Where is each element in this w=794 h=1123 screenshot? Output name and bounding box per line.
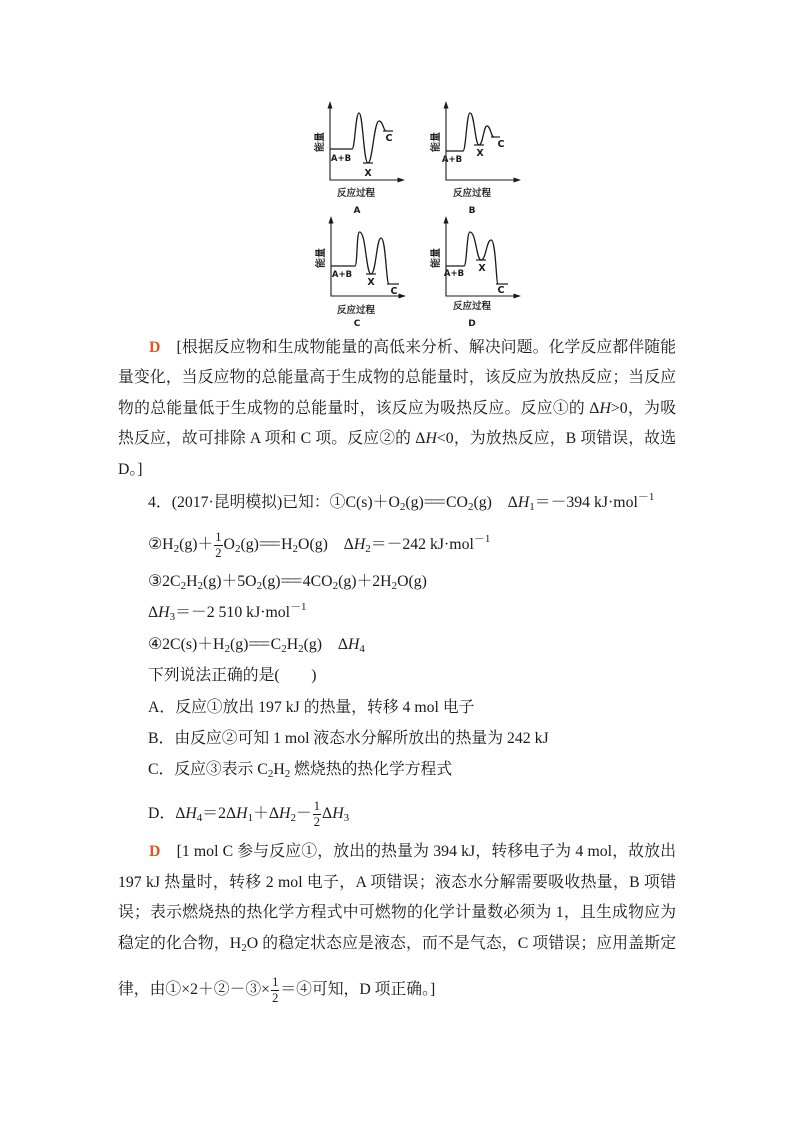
text-run: <0，为放热反应，B 项错误，故选 bbox=[436, 430, 677, 447]
text-run: CO bbox=[446, 494, 468, 511]
text-run: 稳定的化合物，H bbox=[118, 935, 242, 952]
product-label: C bbox=[497, 285, 505, 296]
intermediate-label: X bbox=[364, 168, 372, 179]
subscript: 2 bbox=[234, 543, 241, 556]
text-run: H bbox=[273, 761, 285, 778]
subscript: 2 bbox=[365, 543, 371, 556]
reactant-label: A+B bbox=[331, 270, 353, 280]
text-run: (g) bbox=[240, 536, 259, 554]
text-run: (g)＋5O bbox=[203, 573, 257, 590]
y-axis-label: 能量 bbox=[316, 248, 327, 268]
answer-2-line-4 bbox=[118, 933, 676, 955]
subscript: 2 bbox=[281, 643, 287, 655]
equation-4 bbox=[148, 634, 708, 656]
y-axis-arrow bbox=[328, 101, 333, 109]
subscript: 2 bbox=[180, 580, 187, 592]
text-run: 燃烧热的热化学方程式 bbox=[290, 761, 453, 778]
text-run: (g)＋ bbox=[179, 536, 214, 554]
equation-2 bbox=[148, 530, 708, 560]
fraction bbox=[271, 976, 279, 1005]
question-4-stem bbox=[148, 492, 708, 514]
text-run: (g)＋2H bbox=[338, 573, 392, 590]
text-run: ＝－2 510 kJ·mol bbox=[175, 604, 291, 621]
reaction-equals-sign: === bbox=[280, 573, 300, 590]
text-run: ＝－242 kJ·mol bbox=[370, 536, 474, 554]
subscript: 2 bbox=[332, 580, 339, 592]
text-run: ②H bbox=[148, 536, 174, 554]
answer-1-line-5 bbox=[118, 459, 676, 481]
text-run: ④2C(s)＋H bbox=[148, 636, 225, 653]
question-4-prompt bbox=[148, 665, 708, 687]
subscript: 2 bbox=[267, 768, 274, 780]
equation-3-enthalpy bbox=[148, 602, 708, 624]
text-run: O(g) bbox=[397, 573, 427, 590]
subscript: 2 bbox=[467, 501, 474, 513]
product-label: C bbox=[497, 139, 505, 150]
text-run: 197 kJ 热量时，转移 2 mol 电子，A 项错误；液态水分解需要吸收热量，B 项错 bbox=[118, 874, 676, 891]
fraction-denominator: 2 bbox=[215, 546, 222, 560]
y-axis-label: 能量 bbox=[431, 248, 442, 268]
text-run: >0，为吸 bbox=[610, 400, 676, 417]
italic-symbol: H bbox=[158, 604, 170, 621]
x-axis-label: 反应过程 bbox=[336, 305, 376, 316]
x-axis-arrow bbox=[514, 294, 522, 299]
fraction bbox=[214, 531, 222, 560]
option-b bbox=[148, 728, 708, 750]
subscript: 1 bbox=[529, 501, 535, 513]
diagram-caption: A bbox=[353, 206, 361, 216]
subscript: 2 bbox=[224, 643, 230, 655]
text-run: 误；表示燃烧热的热化学方程式中可燃物的化学计量数必须为 1，且生成物应为 bbox=[118, 904, 676, 921]
answer-1-line-2 bbox=[118, 367, 676, 389]
x-axis-arrow bbox=[514, 178, 522, 183]
answer-2-line-2 bbox=[118, 872, 676, 894]
text-run: ＋Δ bbox=[253, 805, 280, 823]
y-axis-label: 能量 bbox=[431, 132, 442, 152]
text-run: D．Δ bbox=[148, 805, 186, 823]
text-run: O(g) Δ bbox=[298, 536, 354, 554]
text-run: ③2C bbox=[148, 573, 181, 590]
reaction-equals-sign: === bbox=[423, 494, 444, 511]
text-run: A．反应①放出 197 kJ 的热量，转移 4 mol 电子 bbox=[148, 699, 475, 716]
subscript: 2 bbox=[298, 643, 304, 655]
energy-diagram-c bbox=[314, 216, 406, 329]
subscript: 2 bbox=[399, 501, 406, 513]
text-run: (g) Δ bbox=[303, 636, 348, 653]
subscript: 4 bbox=[359, 643, 365, 655]
italic-symbol: H bbox=[517, 494, 530, 511]
reactant-label: A+B bbox=[330, 154, 352, 164]
option-a bbox=[148, 697, 708, 719]
text-run: (g) bbox=[405, 494, 424, 511]
x-axis-arrow bbox=[398, 178, 406, 183]
diagram-caption: D bbox=[468, 319, 476, 329]
text-run: (g) bbox=[262, 573, 281, 590]
text-run: ＝④可知，D 项正确。] bbox=[280, 981, 436, 999]
fraction-denominator: 2 bbox=[272, 991, 279, 1005]
x-axis-label: 反应过程 bbox=[452, 301, 492, 312]
answer-1-line-3 bbox=[118, 398, 676, 420]
text-run: 4CO bbox=[302, 573, 333, 590]
text-run: ＝－394 kJ·mol bbox=[534, 494, 638, 511]
subscript: 2 bbox=[197, 580, 204, 592]
text-run: 律，由①×2＋②－③× bbox=[118, 981, 271, 999]
text-run: [1 mol C 参与反应①，放出的热量为 394 kJ，转移电子为 4 mol，故放出 bbox=[160, 843, 676, 860]
option-c bbox=[148, 759, 708, 781]
text-run: (g) Δ bbox=[473, 494, 518, 511]
italic-symbol: H bbox=[425, 430, 437, 447]
subscript: 4 bbox=[196, 812, 203, 825]
italic-symbol: H bbox=[347, 636, 360, 653]
superscript: －1 bbox=[637, 491, 655, 503]
text-run: O bbox=[223, 536, 235, 554]
text-run: 热反应，故可排除 A 项和 C 项。反应②的 Δ bbox=[118, 430, 426, 447]
intermediate-label: X bbox=[367, 277, 375, 288]
subscript: 2 bbox=[292, 543, 299, 556]
text-run: Δ bbox=[148, 604, 159, 621]
text-run: C．反应③表示 C bbox=[148, 761, 268, 778]
y-axis-arrow bbox=[444, 101, 449, 109]
intermediate-label: X bbox=[476, 148, 484, 159]
text-run: [根据反应物和生成物能量的高低来分析、解决问题。化学反应都伴随能 bbox=[160, 339, 676, 356]
product-label: C bbox=[390, 286, 398, 297]
subscript: 2 bbox=[173, 543, 180, 556]
answer-1-line-4 bbox=[118, 428, 676, 450]
y-axis-arrow bbox=[329, 216, 334, 224]
fraction bbox=[313, 800, 321, 829]
answer-2-line-3 bbox=[118, 902, 676, 924]
x-axis-label: 反应过程 bbox=[452, 188, 492, 199]
fraction-numerator: 1 bbox=[215, 530, 222, 544]
text-run: 物的总能量低于生成物的总能量时，该反应为吸热反应。反应①的 Δ bbox=[118, 400, 600, 417]
energy-diagram-b bbox=[429, 101, 521, 216]
diagram-caption: B bbox=[468, 206, 476, 216]
subscript: 2 bbox=[241, 942, 247, 954]
subscript: 3 bbox=[169, 611, 176, 623]
energy-diagram-a bbox=[313, 101, 405, 216]
answer-1-line-1 bbox=[149, 337, 676, 359]
text-run: Δ bbox=[322, 805, 333, 823]
option-d bbox=[148, 799, 708, 829]
reactant-label: A+B bbox=[443, 269, 465, 279]
answer-2-line-1 bbox=[149, 841, 676, 863]
answer-2-line-5 bbox=[118, 975, 676, 1005]
reactant-label: A+B bbox=[441, 155, 463, 165]
subscript: 2 bbox=[256, 580, 263, 592]
y-axis-label: 能量 bbox=[315, 132, 326, 152]
equation-3 bbox=[148, 571, 708, 593]
answer-letter: D bbox=[149, 339, 161, 356]
energy-diagrams-figure bbox=[0, 0, 794, 340]
energy-curve bbox=[464, 232, 498, 284]
text-run: 量变化，当反应物的总能量高于生成物的总能量时，该反应为放热反应；当反应 bbox=[118, 369, 676, 386]
text-run: － bbox=[295, 805, 312, 823]
text-run: (g) bbox=[229, 636, 249, 653]
superscript: －1 bbox=[473, 533, 491, 546]
italic-symbol: H bbox=[599, 400, 611, 417]
subscript: 2 bbox=[391, 580, 398, 592]
text-run: 4．(2017·昆明模拟)已知：①C(s)＋O bbox=[148, 494, 400, 511]
reaction-equals-sign: === bbox=[248, 636, 268, 653]
text-run: ＝2Δ bbox=[202, 805, 237, 823]
italic-symbol: H bbox=[185, 805, 197, 823]
subscript: 2 bbox=[284, 768, 291, 780]
superscript: －1 bbox=[290, 601, 307, 613]
text-run: C bbox=[270, 636, 282, 653]
fraction-denominator: 2 bbox=[313, 815, 321, 829]
text-run: B．由反应②可知 1 mol 液态水分解所放出的热量为 242 kJ bbox=[148, 730, 549, 747]
energy-curve bbox=[352, 113, 386, 163]
text-run: 下列说法正确的是( ) bbox=[148, 667, 317, 684]
intermediate-label: X bbox=[478, 263, 486, 274]
product-label: C bbox=[385, 133, 393, 144]
fraction-numerator: 1 bbox=[313, 799, 321, 813]
reaction-equals-sign: === bbox=[258, 536, 279, 554]
text-run: H bbox=[186, 573, 198, 590]
italic-symbol: H bbox=[279, 805, 291, 823]
text-run: H bbox=[286, 636, 299, 653]
axes bbox=[443, 221, 516, 296]
italic-symbol: H bbox=[236, 805, 248, 823]
text-run: O 的稳定状态应是液态，而不是气态，C 项错误；应用盖斯定 bbox=[246, 935, 676, 952]
fraction-numerator: 1 bbox=[272, 975, 279, 989]
answer-letter: D bbox=[149, 843, 161, 860]
energy-diagram-d bbox=[429, 216, 521, 329]
x-axis-label: 反应过程 bbox=[336, 188, 376, 199]
diagram-caption: C bbox=[353, 319, 361, 329]
x-axis-arrow bbox=[399, 294, 407, 299]
text-run: H bbox=[281, 536, 293, 554]
text-run: D。] bbox=[118, 461, 143, 478]
subscript: 1 bbox=[247, 812, 254, 825]
subscript: 3 bbox=[343, 812, 350, 825]
y-axis-arrow bbox=[444, 216, 449, 224]
italic-symbol: H bbox=[353, 536, 366, 554]
subscript: 2 bbox=[290, 812, 296, 825]
italic-symbol: H bbox=[332, 805, 344, 823]
